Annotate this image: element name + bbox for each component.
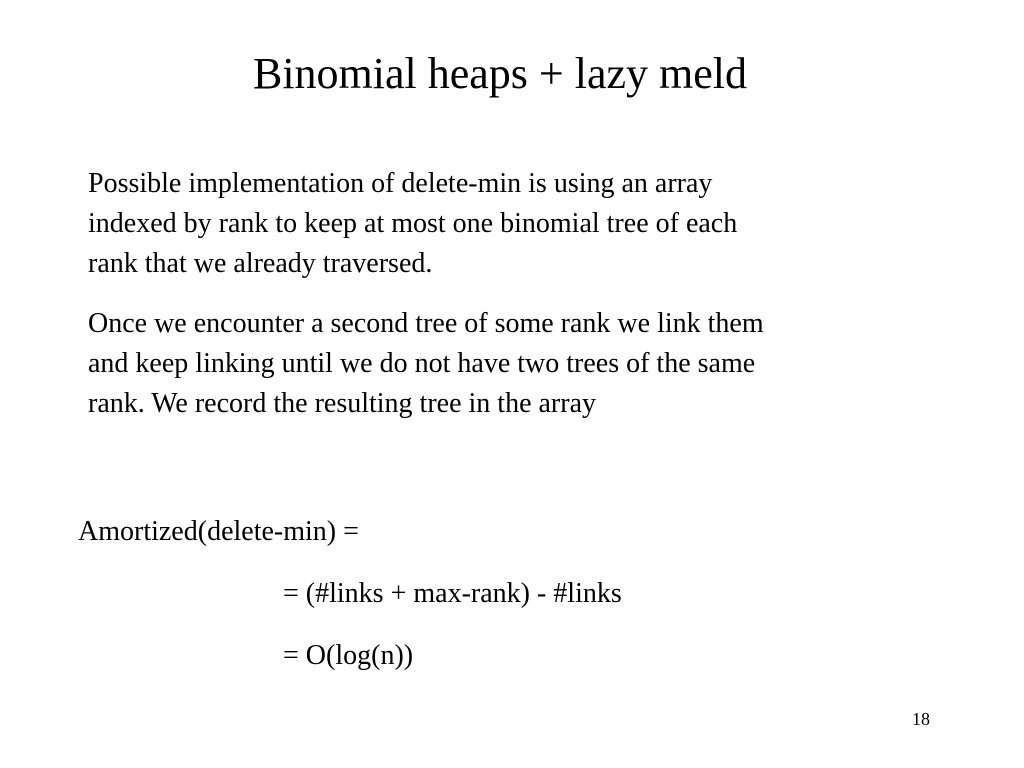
paragraph-line: Possible implementation of delete-min is using an array	[88, 168, 713, 199]
paragraph-line: indexed by rank to keep at most one binomial tree of each	[88, 208, 738, 239]
formula-step-2: = O(log(n))	[283, 640, 414, 671]
paragraph-linking	[88, 304, 948, 424]
paragraph-array-implementation	[88, 164, 948, 284]
paragraph-line: Once we encounter a second tree of some rank we link them	[88, 308, 764, 339]
formula-step-1: = (#links + max-rank) - #links	[283, 578, 622, 609]
paragraph-line: rank. We record the resulting tree in the array	[88, 388, 597, 419]
slide-body	[88, 164, 948, 444]
formula-label: Amortized(delete-min) =	[78, 516, 359, 547]
paragraph-line: rank that we already traversed.	[88, 248, 433, 279]
slide-title: Binomial heaps + lazy meld	[252, 49, 748, 98]
page-number: 18	[912, 709, 930, 729]
paragraph-line: and keep linking until we do not have two trees of the same	[88, 348, 756, 379]
